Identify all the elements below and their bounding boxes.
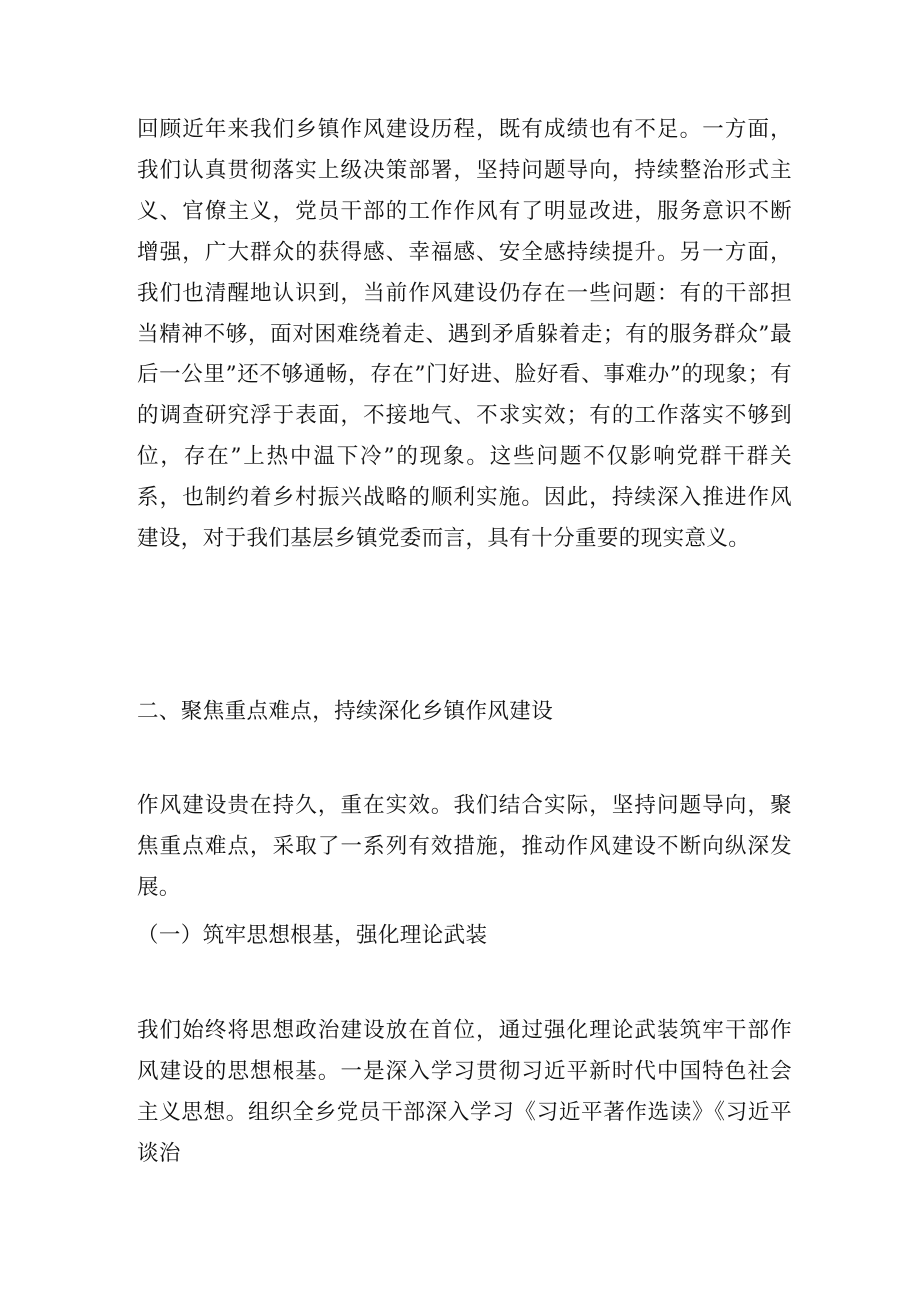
section-heading-2: 二、聚焦重点难点，持续深化乡镇作风建设	[137, 699, 554, 724]
body-paragraph-subsection-1: 我们始终将思想政治建设放在首位，通过强化理论武装筑牢干部作风建设的思想根基。一是深入学习贯彻习近平新时代中国特色社会主义思想。组织全乡党员干部深入学习《习近平著作选读》《习近平谈治	[137, 1018, 792, 1166]
subsection-heading-1: （一）筑牢思想根基，强化理论武装	[137, 923, 488, 948]
body-paragraph-section-2: 作风建设贵在持久，重在实效。我们结合实际，坚持问题导向，聚焦重点难点，采取了一系列有效措施，推动作风建设不断向纵深发展。	[137, 793, 792, 900]
body-paragraph-intro: 回顾近年来我们乡镇作风建设历程，既有成绩也有不足。一方面，我们认真贯彻落实上级决策部署，坚持问题导向，持续整治形式主义、官僚主义，党员干部的工作作风有了明显改进，服务意识不断增强，广大群众的获得感、幸福感、安全感持续提升。另一方面，我们也清醒地认识到，当前作风建设仍存在一些问题：有的干部担当精神不够，面对困难绕着走、遇到矛盾躲着走；有的服务群众”最后一公里”还不够通畅，存在”门好进、脸好看、事难办”的现象；有的调查研究浮于表面，不接地气、不求实效；有的工作落实不够到位，存在”上热中温下冷”的现象。这些问题不仅影响党群干群关系，也制约着乡村振兴战略的顺利实施。因此，持续深入推进作风建设，对于我们基层乡镇党委而言，具有十分重要的现实意义。	[137, 117, 792, 552]
